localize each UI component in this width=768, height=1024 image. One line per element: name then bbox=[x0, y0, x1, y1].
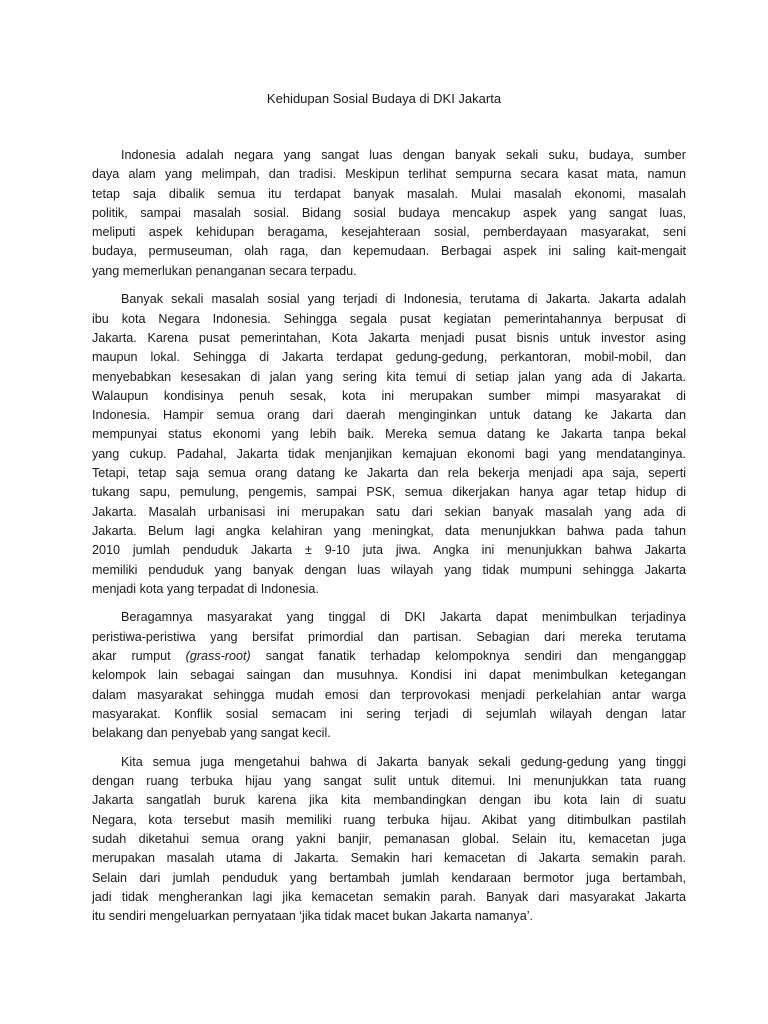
text-line: kelompok lain sebagai saingan dan musuhnya. Kondisi ini dapat menimbulkan ketegangan bbox=[92, 668, 686, 683]
text-line: dalam masyarakat sehingga mudah emosi dan terprovokasi menjadi perkelahian antar warga bbox=[92, 687, 686, 702]
italic-term: (grass-root) bbox=[185, 649, 251, 664]
text-line: Tetapi, tetap saja semua orang datang ke Jakarta dan rela bekerja menjadi apa saja, seperti bbox=[92, 466, 686, 481]
text-line: Jakarta. Belum lagi angka kelahiran yang meningkat, data menunjukkan bahwa pada tahun bbox=[92, 523, 686, 538]
document-title: Kehidupan Sosial Budaya di DKI Jakarta bbox=[266, 91, 502, 106]
text-line: Negara, kota tersebut masih memiliki ruang terbuka hijau. Akibat yang ditimbulkan pastilah bbox=[92, 812, 686, 827]
text-line: itu sendiri mengeluarkan pernyataan ‘jika tidak macet bukan Jakarta namanya’. bbox=[92, 909, 534, 924]
text-segment: akar rumput bbox=[92, 649, 186, 664]
text-line: yang memerlukan penanganan secara terpadu. bbox=[92, 263, 357, 278]
paragraph bbox=[92, 146, 686, 281]
text-line: Jakarta. Karena pusat pemerintahan, Kota Jakarta menjadi pusat bisnis untuk investor asing bbox=[92, 330, 686, 345]
text-line: daya alam yang melimpah, dan tradisi. Meskipun terlihat sempurna secara kasat mata, namun bbox=[92, 167, 686, 182]
text-line: merupakan masalah utama di Jakarta. Semakin hari kemacetan di Jakarta semakin parah. bbox=[92, 851, 686, 866]
text-line: masyarakat. Konflik sosial semacam ini sering terjadi di sejumlah wilayah dengan latar bbox=[92, 706, 686, 721]
text-line: Jakarta. Masalah urbanisasi ini merupakan satu dari sekian banyak masalah yang ada di bbox=[92, 504, 686, 519]
text-line: Indonesia. Hampir semua orang dari daerah menginginkan untuk datang ke Jakarta dan bbox=[92, 408, 686, 423]
text-line: tetap saja dibalik semua itu terdapat banyak masalah. Mulai masalah ekonomi, masalah bbox=[92, 186, 686, 201]
text-line: peristiwa-peristiwa yang bersifat primordial dan partisan. Sebagian dari mereka terutama bbox=[92, 629, 686, 644]
text-line: jadi tidak mengherankan lagi jika kemacetan semakin parah. Banyak dari masyarakat Jakarta bbox=[92, 889, 686, 904]
text-line: Jakarta sangatlah buruk karena jika kita membandingkan dengan ibu kota lain di suatu bbox=[92, 793, 686, 808]
text-line: ibu kota Negara Indonesia. Sehingga segala pusat kegiatan pemerintahannya berpusat di bbox=[92, 311, 686, 326]
text-line: tukang sapu, pemulung, pengemis, sampai PSK, semua dikerjakan hanya agar tetap hidup di bbox=[92, 485, 686, 500]
text-line: dengan ruang terbuka hijau yang sangat sulit untuk ditemui. Ini menunjukkan tata ruang bbox=[92, 774, 686, 789]
text-line: Kita semua juga mengetahui bahwa di Jakarta banyak sekali gedung-gedung yang tinggi bbox=[121, 754, 686, 769]
text-line: sudah diketahui semua orang yakni banjir, pemanasan global. Selain itu, kemacetan juga bbox=[92, 831, 686, 846]
text-line: mempunyai status ekonomi yang lebih baik. Mereka semua datang ke Jakarta tanpa bekal bbox=[92, 427, 686, 442]
text-line: belakang dan penyebab yang sangat kecil. bbox=[92, 726, 331, 741]
text-line: Indonesia adalah negara yang sangat luas dengan banyak sekali suku, budaya, sumber bbox=[121, 148, 686, 162]
text-segment: sangat fanatik terhadap kelompoknya sendiri dan menganggap bbox=[250, 649, 686, 664]
text-line: 2010 jumlah penduduk Jakarta ± 9-10 juta jiwa. Angka ini menunjukkan bahwa Jakarta bbox=[92, 543, 686, 558]
paragraph bbox=[92, 608, 686, 743]
text-line: Walaupun kondisinya penuh sesak, kota ini merupakan sumber mimpi masyarakat di bbox=[92, 388, 686, 403]
text-line: Banyak sekali masalah sosial yang terjadi di Indonesia, terutama di Jakarta. Jakarta adalah bbox=[121, 292, 686, 307]
document-body bbox=[92, 146, 686, 936]
paragraph bbox=[92, 290, 686, 599]
text-line: budaya, permuseuman, olah raga, dan kepemudaan. Berbagai aspek ini saling kait-mengait bbox=[92, 244, 686, 259]
text-line: Selain dari jumlah penduduk yang bertambah jumlah kendaraan bermotor juga bertambah, bbox=[92, 870, 686, 885]
text-line: menjadi kota yang terpadat di Indonesia. bbox=[92, 581, 319, 596]
text-line: meliputi aspek kehidupan beragama, kesejahteraan sosial, pemberdayaan masyarakat, seni bbox=[92, 225, 686, 240]
text-line: menyebabkan kesesakan di jalan yang sering kita temui di setiap jalan yang ada di Jakarta. bbox=[92, 369, 686, 384]
paragraph bbox=[92, 753, 686, 927]
text-line: maupun lokal. Sehingga di Jakarta terdapat gedung-gedung, perkantoran, mobil-mobil, dan bbox=[92, 350, 686, 365]
text-line: politik, sampai masalah sosial. Bidang sosial budaya mencakup aspek yang sangat luas, bbox=[92, 205, 686, 220]
text-line: yang cukup. Padahal, Jakarta tidak menjanjikan kemajuan ekonomi bagi yang mendatanginya. bbox=[92, 446, 686, 461]
text-line: Beragamnya masyarakat yang tinggal di DKI Jakarta dapat menimbulkan terjadinya bbox=[121, 610, 686, 625]
text-line: memiliki penduduk yang banyak dengan luas wilayah yang tidak mumpuni sehingga Jakarta bbox=[92, 562, 686, 577]
text-line bbox=[92, 647, 686, 666]
